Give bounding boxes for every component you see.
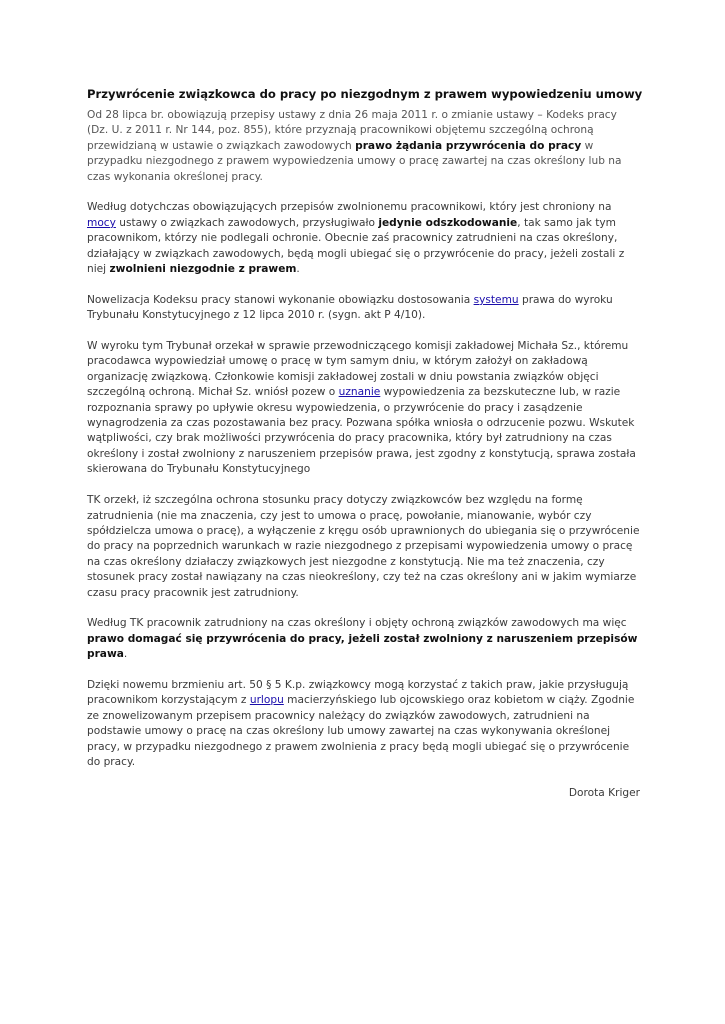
text-segment: Od 28 lipca br. obowiązują przepisy ustawy z dnia 26 maja 2011 r. o zmianie ustawy – Kodeks pracy (Dz. U. z 2011 r. Nr 144, poz. 855), które przyznają pracownikowi objętemu szczególną ochroną przewidzianą w ustawie o związkach zawodowych [87, 109, 617, 152]
paragraph-new-wording [87, 678, 640, 770]
text-segment: . [123, 648, 128, 661]
text-segment: ustawy o związkach zawodowych, przysługiwało [115, 216, 379, 229]
text-segment: Dzięki nowemu brzmieniu art. 50 § 5 K.p. związkowcy mogą korzystać z takich praw, jakie przysługują pracownikom korzystającym z [87, 678, 629, 707]
paragraph-intro [87, 108, 640, 185]
author-signature: Dorota Kriger [568, 786, 640, 799]
link-mocy[interactable]: mocy [87, 216, 116, 229]
text-segment: . [296, 263, 300, 276]
bold-phrase: zwolnieni niezgodnie z prawem [109, 263, 297, 276]
link-urlopu[interactable]: urlopu [249, 694, 284, 707]
text-segment: Nowelizacja Kodeksu pracy stanowi wykonanie obowiązku dostosowania [87, 293, 474, 306]
bold-phrase: jedynie odszkodowanie [378, 216, 518, 229]
paragraph-amendment [87, 293, 640, 324]
article-title: Przywrócenie związkowca do pracy po niezgodnym z prawem wypowiedzeniu umowy [87, 87, 643, 101]
text-segment: prawa do wyroku Trybunału Konstytucyjnego z 12 lipca 2010 r. (sygn. akt P 4/10). [87, 293, 613, 322]
paragraph-case [87, 339, 640, 478]
paragraph-ruling: TK orzekł, iż szczególna ochrona stosunku pracy dotyczy związkowców bez względu na formę zatrudnienia (nie ma znaczenia, czy jest to umowa o pracę, powołanie, mianowanie, wybór czy spółdzielcza umowa o pracę), a wyłączenie z kręgu osób uprawnionych do ubiegania się o przywrócenie do pracy na poprzednich warunkach w razie niezgodnego z przepisami wypowiedzenia umowy o pracę na czas określony działaczy związkowych jest niezgodne z konstytucją. Nie ma też znaczenia, czy stosunek pracy został nawiązany na czas nieokreślony, czy też na czas określony ani w jakim wymiarze czasu pracy pracownik jest zatrudniony. [87, 494, 640, 599]
text-segment: macierzyńskiego lub ojcowskiego oraz kobietom w ciąży. Zgodnie ze znowelizowanym przepisem pracownicy należący do związków zawodowych, zatrudnieni na podstawie umowy o pracę na czas określony lub umowy zawartej na czas wykonywania określonej pracy, w przypadku niezgodnego z prawem zwolnienia z pracy będą mogli ubiegać się o przywrócenie do pracy. [87, 694, 635, 768]
text-segment: Według TK pracownik zatrudniony na czas określony i objęty ochroną związków zawodowych ma więc [87, 617, 627, 630]
text-segment: , tak samo jak tym pracownikom, którzy nie podlegali ochronie. Obecnie zaś pracownicy zatrudnieni na czas określony, działający w związkach zawodowych, będą mogli ubiegać się o przywrócenie do pracy, jeżeli zostali z niej [87, 216, 625, 276]
paragraph-previous-rules [87, 200, 640, 277]
text-segment: W wyroku tym Trybunał orzekał w sprawie przewodniczącego komisji zakładowej Michała Sz., któremu pracodawca wypowiedział umowę o pracę w tym samym dniu, w którym założył on zakładową organizację związkową. Członkowie komisji zakładowej zostali w dniu powstania związków objęci szczególną ochroną. Michał Sz. wniósł pozew o [87, 340, 629, 399]
bold-phrase: prawo żądania przywrócenia do pracy [355, 139, 582, 152]
document-page [87, 86, 643, 817]
bold-phrase: prawo domagać się przywrócenia do pracy, jeżeli został zwolniony z naruszeniem przepisów prawa [87, 632, 638, 661]
text-segment: wypowiedzenia za bezskuteczne lub, w razie rozpoznania sprawy po upływie okresu wypowiedzenia, o przywrócenie do pracy i zasądzenie wynagrodzenia za czas pozostawania bez pracy. Pozwana spółka wniosła o odrzucenie pozwu. Wskutek wątpliwości, czy brak możliwości przywrócenia do pracy pracownika, który był zatrudniony na czas określony i został zwolniony z naruszeniem przepisów prawa, jest zgodny z konstytucją, sprawa została skierowana do Trybunału Konstytucyjnego [87, 386, 636, 476]
text-segment: w przypadku niezgodnego z prawem wypowiedzenia umowy o pracę zawartej na czas określony lub na czas wykonania określonej pracy. [87, 139, 622, 183]
text-segment: Według dotychczas obowiązujących przepisów zwolnionemu pracownikowi, który jest chroniony na [87, 201, 612, 214]
paragraph-tk-opinion [87, 616, 640, 662]
link-systemu[interactable]: systemu [473, 293, 519, 306]
link-uznanie[interactable]: uznanie [338, 386, 381, 399]
